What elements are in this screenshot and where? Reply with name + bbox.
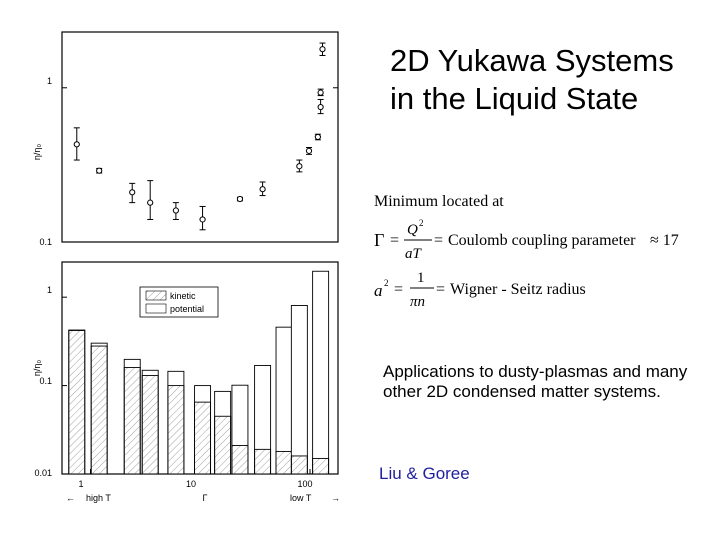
- bottom-ylabel: η/η₀: [32, 359, 42, 377]
- data-point-0: [74, 142, 79, 147]
- data-point-10: [315, 134, 320, 139]
- author-credit: Liu & Goree: [379, 464, 470, 483]
- bar-kinetic-6: [215, 416, 231, 474]
- legend-swatch-potential: [146, 304, 166, 313]
- bar-kinetic-3: [142, 376, 158, 474]
- x-left-label: high T: [86, 493, 111, 503]
- bar-kinetic-1: [91, 346, 107, 474]
- bar-kinetic-11: [313, 458, 329, 474]
- data-point-8: [297, 164, 302, 169]
- bottom-ytick-1: 1: [46, 285, 52, 295]
- bottom-xtick-100: 100: [297, 479, 313, 489]
- bar-kinetic-2: [124, 368, 140, 474]
- bottom-ytick-0.01: 0.01: [34, 468, 52, 478]
- data-point-3: [148, 200, 153, 205]
- bottom-xtick-10: 10: [185, 479, 197, 489]
- bar-potential-11: [313, 271, 329, 474]
- top-scatter-panel: [32, 32, 338, 247]
- data-point-2: [130, 190, 135, 195]
- top-ytick-1: 1: [46, 76, 52, 86]
- legend: [140, 287, 218, 317]
- gamma-numerator-exp: 2: [419, 218, 424, 228]
- data-point-11: [318, 104, 323, 109]
- equals-sign-2: =: [434, 232, 444, 249]
- data-point-1: [97, 168, 102, 173]
- figure: [0, 0, 360, 520]
- left-arrow: ←: [66, 493, 75, 503]
- legend-label-potential: potential: [170, 304, 205, 314]
- top-ytick-0.1: 0.1: [39, 237, 52, 247]
- equals-sign-1: =: [390, 232, 400, 249]
- top-plot-frame: [62, 32, 338, 242]
- gamma-numerator: Q: [407, 222, 418, 238]
- bar-kinetic-10: [291, 456, 307, 474]
- title-line-1: 2D Yukawa Systems: [390, 43, 674, 78]
- a-description: Wigner - Seitz radius: [450, 281, 586, 298]
- xlabel: Γ: [202, 493, 208, 503]
- minimum-heading: Minimum located at: [374, 193, 504, 210]
- gamma-symbol: Γ: [374, 230, 385, 250]
- data-point-9: [306, 148, 311, 153]
- title-line-2: in the Liquid State: [390, 81, 639, 116]
- equals-sign-4: =: [436, 281, 446, 298]
- applications-note: Applications to dusty-plasmas and many other 2D condensed matter systems.: [383, 362, 688, 401]
- data-point-6: [237, 196, 242, 201]
- legend-label-kinetic: kinetic: [170, 291, 196, 301]
- bar-kinetic-7: [232, 446, 248, 474]
- bar-potential-10: [291, 305, 307, 474]
- a-denominator: πn: [410, 294, 426, 310]
- slide-title: [390, 42, 674, 118]
- bottom-bar-panel: [32, 262, 340, 503]
- bar-kinetic-5: [195, 402, 211, 474]
- a-numerator: 1: [417, 270, 425, 286]
- data-point-4: [173, 208, 178, 213]
- gamma-denominator: aT: [405, 246, 421, 262]
- bar-kinetic-4: [168, 386, 184, 474]
- bar-kinetic-9: [276, 451, 292, 474]
- data-point-5: [200, 217, 205, 222]
- a-exp: 2: [384, 278, 389, 288]
- gamma-approx: ≈ 17: [650, 232, 679, 249]
- data-point-13: [320, 47, 325, 52]
- data-point-12: [318, 90, 323, 95]
- bottom-xtick-1: 1: [78, 479, 84, 489]
- x-right-label: low T: [290, 493, 312, 503]
- right-arrow: →: [331, 493, 340, 503]
- a-symbol: a: [374, 281, 383, 300]
- bar-kinetic-0: [69, 330, 85, 474]
- top-ylabel: η/η₀: [32, 143, 42, 161]
- legend-swatch-kinetic: [146, 291, 166, 300]
- data-point-7: [260, 187, 265, 192]
- bottom-ytick-0.1: 0.1: [39, 376, 52, 386]
- equations-block: [372, 190, 712, 310]
- equals-sign-3: =: [394, 281, 404, 298]
- bar-kinetic-8: [255, 449, 271, 474]
- gamma-description: Coulomb coupling parameter: [448, 232, 636, 249]
